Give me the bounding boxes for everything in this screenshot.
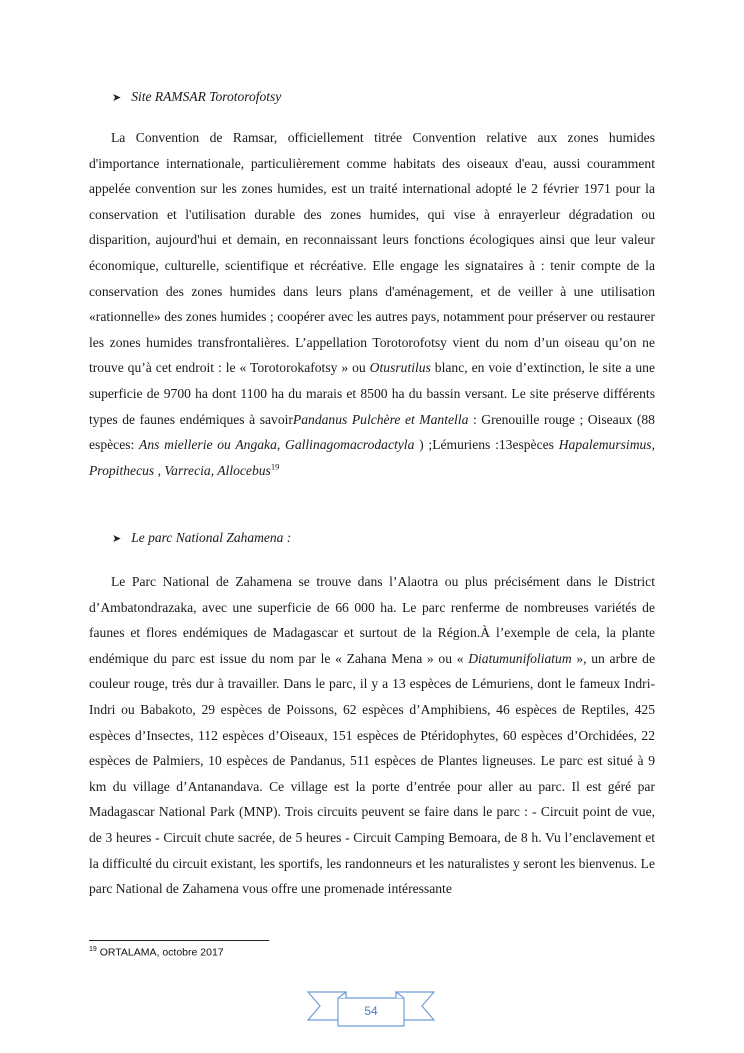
section-heading-ramsar xyxy=(112,89,281,105)
text-run: La Convention de Ramsar, officiellement titrée Convention relative aux zones humides d'importance internationale, particulièrement comme habitats des oiseaux d'eau, aussi couramment appelée convention sur les zones humides, est un traité international adopté le 2 février 1971 pour la conservation et l'utilisation durable des zones humides, qui vise à enrayerleur dégradation ou disparition, aujourd'hui et demain, en reconnaissant leurs fonctions écologiques ainsi que leur valeur économique, culturelle, scientifique et récréative. Elle engage les signataires à : tenir compte de la conservation des zones humides dans leurs plans d'aménagement, et de veiller à une utilisation «rationnelle» des zones humides ; coopérer avec les autres pays, notamment pour préserver ou restaurer les zones humides transfrontalières. L’appellation Torotorofotsy vient du nom d’un oiseau qu’on ne trouve qu’à cet endroit : le « Torotorokafotsy » ou xyxy=(89,130,655,376)
species-name: Pandanus Pulchère et Mantella xyxy=(292,411,469,427)
species-name: Hapalemursimus, Propithecus , Varrecia, Allocebus xyxy=(89,437,655,478)
heading-text: Le parc National Zahamena : xyxy=(131,530,292,545)
footnote-separator xyxy=(89,940,269,941)
species-name: Otusrutilus xyxy=(369,360,431,376)
arrowhead-bullet-icon: ➤ xyxy=(112,532,122,545)
footnote-reference[interactable]: 19 xyxy=(270,461,280,472)
footnote-number: 19 xyxy=(89,946,97,953)
section-heading-zahamena xyxy=(112,530,291,546)
text-run: blanc, en voie d’extinction, le site a une superficie de 9700 ha dont 1100 ha du marais et 8500 ha du bassin versant. Le site préserve différents types de faunes endémiques à savoir xyxy=(89,360,655,427)
text-run: Le Parc National de Zahamena se trouve dans l’Alaotra ou plus précisément dans le District d’Ambatondrazaka, avec une superficie de 66 000 ha. Le parc renferme de nombreuses variétés de faunes et flores endémiques de Madagascar et surtout de la Région.À l’exemple de cela, la plante endémique du parc est issue du nom par le « Zahana Mena » ou « xyxy=(89,574,655,666)
paragraph-zahamena xyxy=(89,569,655,902)
text-run: ) ;Lémuriens :13espèces xyxy=(414,437,559,453)
species-name: Diatumunifoliatum xyxy=(468,650,572,666)
text-run: », un arbre de couleur rouge, très dur à travailler. Dans le parc, il y a 13 espèces de Lémuriens, dont le fameux Indri-Indri ou Babakoto, 29 espèces de Poissons, 62 espèces d’Amphibiens, 46 espèces de Reptiles, 425 espèces d’Insectes, 112 espèces d’Oiseaux, 151 espèces de Ptéridophytes, 60 espèces d’Orchidées, 22 espèces de Palmiers, 10 espèces de Pandanus, 511 espèces de Plantes ligneuses. Le parc est situé à 9 km du village d’Antanandava. Ce village est la porte d’entrée pour aller au parc. Il est géré par Madagascar National Park (MNP). Trois circuits peuvent se faire dans le parc : - Circuit point de vue, de 3 heures - Circuit chute sacrée, de 5 heures - Circuit Camping Bemoara, de 8 h. Vu l’enclavement et la difficulté du circuit existant, les sportifs, les randonneurs et les naturalistes y seront les bienvenus. Le parc National de Zahamena vous offre une promenade intéressante xyxy=(89,650,655,897)
paragraph-ramsar xyxy=(89,125,655,483)
species-name: Ans miellerie ou Angaka, Gallinagomacrodactyla xyxy=(139,437,415,453)
arrowhead-bullet-icon: ➤ xyxy=(112,91,122,104)
footnote xyxy=(89,946,224,959)
footnote-text: ORTALAMA, octobre 2017 xyxy=(96,946,224,959)
page-number: 54 xyxy=(364,1004,378,1018)
text-run: : Grenouille rouge ; Oiseaux (88 espèces: xyxy=(89,411,655,453)
heading-text: Site RAMSAR Torotorofotsy xyxy=(131,89,282,104)
